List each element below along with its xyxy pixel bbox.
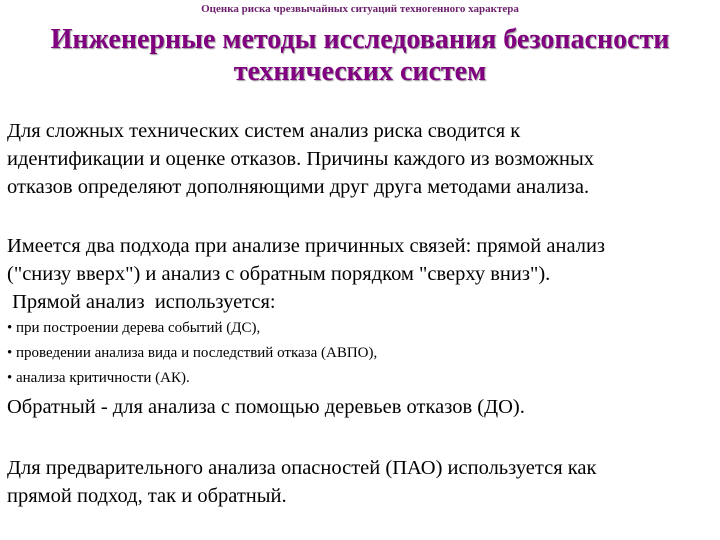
paragraph-4-line: прямой подход, так и обратный. xyxy=(7,485,287,507)
paragraph-1-line: отказов определяют дополняющими друг друга методами анализа. xyxy=(7,176,590,198)
paragraph-2-line: ("снизу вверх") и анализ с обратным порядком "сверху вниз"). xyxy=(7,263,551,285)
bullet-item: • проведении анализа вида и последствий отказа (АВПО), xyxy=(7,345,378,361)
slide-title xyxy=(20,24,700,88)
paragraph-2-line: Имеется два подхода при анализе причинных связей: прямой анализ xyxy=(7,235,606,257)
paragraph-1-line: Для сложных технических систем анализ риска сводится к xyxy=(7,120,521,142)
paragraph-3-line: Обратный - для анализа с помощью деревьев отказов (ДО). xyxy=(7,396,525,418)
title-line-2: технических систем xyxy=(233,56,487,87)
paragraph-1 xyxy=(7,117,715,201)
title-line-1: Инженерные методы исследования безопасности xyxy=(50,24,670,55)
paragraph-2 xyxy=(7,232,715,316)
paragraph-4-line: Для предварительного анализа опасностей (ПАО) используется как xyxy=(7,457,597,479)
paragraph-2-line: Прямой анализ используется: xyxy=(7,291,276,313)
paragraph-1-line: идентификации и оценке отказов. Причины каждого из возможных xyxy=(7,148,595,170)
bullet-item: • при построении дерева событий (ДС), xyxy=(7,320,261,336)
paragraph-3 xyxy=(7,393,715,421)
bullet-list xyxy=(7,316,715,391)
paragraph-4 xyxy=(7,454,715,510)
header-note: Оценка риска чрезвычайных ситуаций техногенного характера xyxy=(201,3,519,15)
bullet-item: • анализа критичности (АК). xyxy=(7,370,190,386)
